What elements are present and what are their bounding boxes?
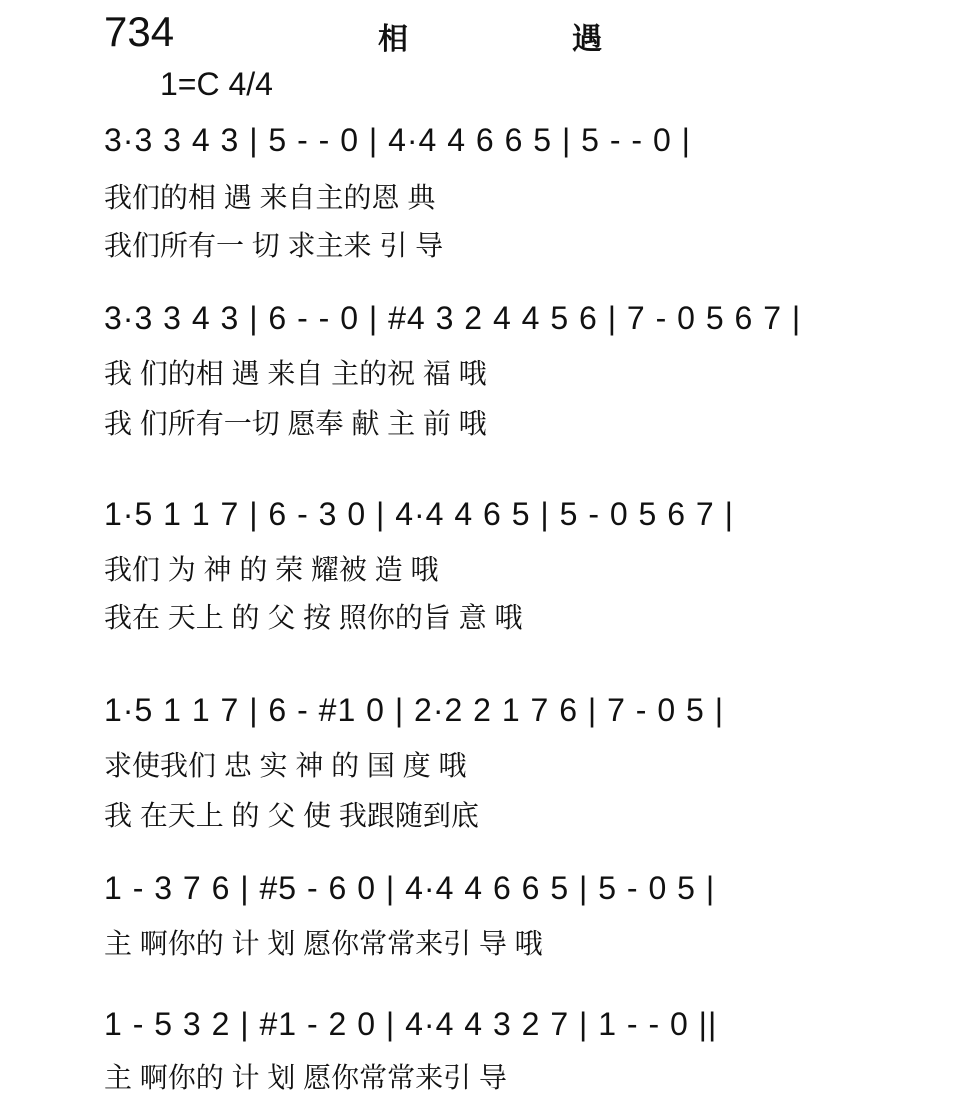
notes-line-4: 1·5 1 1 7 | 6 - #1 0 | 2·2 2 1 7 6 | 7 - 0 5 | [104, 692, 725, 728]
lyric-line-5-verse-1: 主 啊你的 计 划 愿你常常来引 导 哦 [104, 928, 543, 959]
lyric-line-2-verse-2: 我 们所有一切 愿奉 献 主 前 哦 [104, 408, 487, 439]
lyric-line-2-verse-1: 我 们的相 遇 来自 主的祝 福 哦 [104, 358, 487, 389]
lyric-line-6-verse-1: 主 啊你的 计 划 愿你常常来引 导 [104, 1062, 507, 1093]
lyric-line-3-verse-2: 我在 天上 的 父 按 照你的旨 意 哦 [104, 602, 523, 633]
notes-line-3: 1·5 1 1 7 | 6 - 3 0 | 4·4 4 6 5 | 5 - 0 5 6 7 | [104, 496, 734, 532]
lyric-line-4-verse-1: 求使我们 忠 实 神 的 国 度 哦 [104, 750, 467, 781]
notes-line-5: 1 - 3 7 6 | #5 - 6 0 | 4·4 4 6 6 5 | 5 - 0 5 | [104, 870, 716, 906]
title-char-1: 相 [378, 23, 408, 56]
lyric-line-3-verse-1: 我们 为 神 的 荣 耀被 造 哦 [104, 554, 439, 585]
lyric-line-1-verse-2: 我们所有一 切 求主来 引 导 [104, 230, 444, 261]
key-time-signature: 1=C 4/4 [160, 66, 273, 102]
title-char-2: 遇 [572, 23, 602, 56]
notes-line-6: 1 - 5 3 2 | #1 - 2 0 | 4·4 4 3 2 7 | 1 - - 0 || [104, 1006, 718, 1042]
notes-line-2: 3·3 3 4 3 | 6 - - 0 | #4 3 2 4 4 5 6 | 7 - 0 5 6 7 | [104, 300, 802, 336]
notes-line-1: 3·3 3 4 3 | 5 - - 0 | 4·4 4 6 6 5 | 5 - - 0 | [104, 122, 691, 158]
lyric-line-1-verse-1: 我们的相 遇 来自主的恩 典 [104, 182, 436, 213]
hymn-number: 734 [104, 8, 175, 55]
lyric-line-4-verse-2: 我 在天上 的 父 使 我跟随到底 [104, 800, 479, 831]
